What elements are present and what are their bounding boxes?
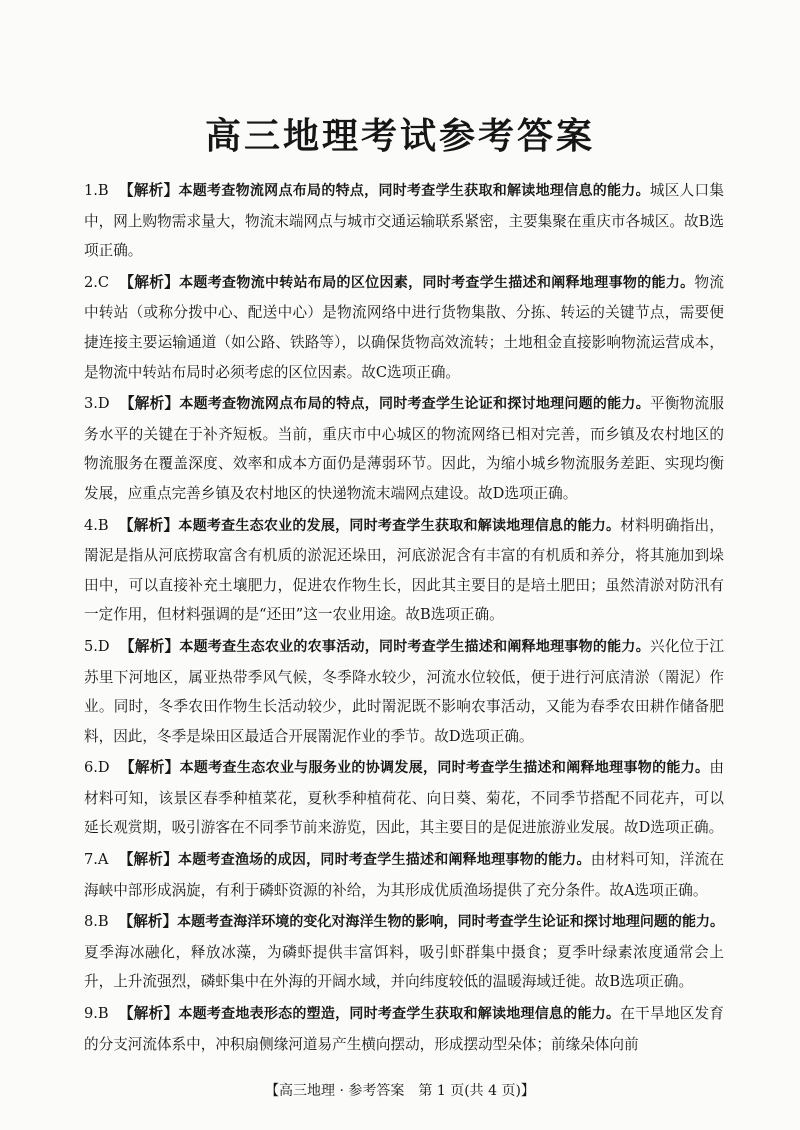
analysis-tag: 【解析】 xyxy=(119,273,180,291)
analysis-body: 城区人口集中，网上购物需求量大，物流末端网点与城市交通运输联系紧密，主要集聚在重庆市各城区。故B选项正确。 xyxy=(84,182,724,260)
analysis-lead: 本题考查物流网点布局的特点，同时考查学生论证和探讨地理问题的能力。 xyxy=(179,396,650,413)
analysis-lead: 本题考查物流中转站布局的区位因素，同时考查学生描述和阐释地理事物的能力。 xyxy=(179,274,695,291)
analysis-tag: 【解析】 xyxy=(118,182,179,199)
answer-number: 2.C xyxy=(84,273,110,291)
answer-item-6 xyxy=(84,753,724,843)
analysis-lead: 本题考查生态农业的发展，同时考查学生获取和解读地理信息的能力。 xyxy=(178,517,621,534)
analysis-body: 在干旱地区发育的分支河流体系中，冲积扇侧缘河道易产生横向摆动，形成摆动型朵体；前缘朵体向前 xyxy=(84,1005,724,1053)
analysis-body: 由材料可知，洋流在海峡中部形成涡旋，有利于磷虾资源的补给，为其形成优质渔场提供了充分条件。故A选项正确。 xyxy=(84,851,724,899)
analysis-tag: 【解析】 xyxy=(118,913,178,931)
analysis-lead: 本题考查海洋环境的变化对海洋生物的影响，同时考查学生论证和探讨地理问题的能力。 xyxy=(177,914,724,931)
answer-item-5 xyxy=(84,632,724,751)
answer-item-2 xyxy=(84,268,724,387)
answer-item-8 xyxy=(84,907,724,997)
answer-number: 4.B xyxy=(84,516,109,534)
analysis-lead: 本题考查地表形态的塑造，同时考查学生获取和解读地理信息的能力。 xyxy=(178,1006,621,1023)
answer-number: 3.D xyxy=(84,395,110,413)
analysis-body: 物流中转站（或称分拨中心、配送中心）是物流网络中进行货物集散、分拣、转运的关键节点，需要便捷连接主要运输通道（如公路、铁路等），以确保货物高效流转；土地租金直接影响物流运营成本，是物流中转站布局时必须考虑的区位因素。故C选项正确。 xyxy=(84,273,724,381)
analysis-body: 由材料可知，该景区春季种植菜花，夏秋季种植荷花、向日葵、菊花，不同季节搭配不同花卉，可以延长观赏期，吸引游客在不同季节前来游览，因此，其主要目的是促进旅游业发展。故D选项正确。 xyxy=(84,759,724,837)
analysis-tag: 【解析】 xyxy=(119,759,180,777)
analysis-lead: 本题考查渔场的成因，同时考查学生描述和阐释地理事物的能力。 xyxy=(178,852,591,869)
answer-number: 5.D xyxy=(84,637,110,655)
answer-number: 7.A xyxy=(84,851,109,869)
answer-item-3 xyxy=(84,389,724,508)
analysis-tag: 【解析】 xyxy=(118,1005,179,1023)
answer-number: 8.B xyxy=(84,913,109,931)
page-footer: 【高三地理 · 参考答案 第 1 页(共 4 页)】 xyxy=(265,1083,535,1099)
answer-number: 6.D xyxy=(84,759,110,777)
analysis-body: 兴化位于江苏里下河地区，属亚热带季风气候，冬季降水较少，河流水位较低，便于进行河底清淤（罱泥）作业。同时，冬季农田作物生长活动较少，此时罱泥既不影响农事活动，又能为春季农田耕作储备肥料，因此，冬季是垛田区最适合开展罱泥作业的季节。故D选项正确。 xyxy=(84,637,724,745)
analysis-tag: 【解析】 xyxy=(119,637,180,655)
analysis-tag: 【解析】 xyxy=(119,395,180,413)
analysis-body: 夏季海冰融化，释放冰藻，为磷虾提供丰富饵料，吸引虾群集中摄食；夏季叶绿素浓度通常会上升，上升流强烈，磷虾集中在外海的开阔水域，并向纬度较低的温暖海域迁徙。故B选项正确。 xyxy=(84,943,724,991)
answer-item-9 xyxy=(84,999,724,1059)
answer-number: 1.B xyxy=(84,182,109,199)
analysis-lead: 本题考查物流网点布局的特点，同时考查学生获取和解读地理信息的能力。 xyxy=(178,183,650,199)
analysis-tag: 【解析】 xyxy=(118,516,179,534)
analysis-body: 材料明确指出，罱泥是指从河底捞取富含有机质的淤泥还垛田，河底淤泥含有丰富的有机质和养分，将其施加到垛田中，可以直接补充土壤肥力，促进农作物生长，因此其主要目的是培土肥田；虽然清淤对防汛有一定作用，但材料强调的是“还田”这一农业用途。故B选项正确。 xyxy=(84,516,724,624)
answer-item-7 xyxy=(84,845,724,905)
answer-number: 9.B xyxy=(84,1005,109,1023)
analysis-tag: 【解析】 xyxy=(118,851,179,869)
answer-list xyxy=(84,176,724,1061)
answer-item-4 xyxy=(84,511,724,630)
answer-item-1 xyxy=(84,176,724,266)
analysis-lead: 本题考查生态农业的农事活动，同时考查学生描述和阐释地理事物的能力。 xyxy=(179,638,650,655)
analysis-body: 平衡物流服务水平的关键在于补齐短板。当前，重庆市中心城区的物流网络已相对完善，而乡镇及农村地区的物流服务在覆盖深度、效率和成本方面仍是薄弱环节。因此，为缩小城乡物流服务差距、实现均衡发展，应重点完善乡镇及农村地区的快递物流末端网点建设。故D选项正确。 xyxy=(84,395,724,502)
analysis-lead: 本题考查生态农业与服务业的协调发展，同时考查学生描述和阐释地理事物的能力。 xyxy=(179,760,710,777)
page-title: 高三地理考试参考答案 xyxy=(204,115,595,157)
